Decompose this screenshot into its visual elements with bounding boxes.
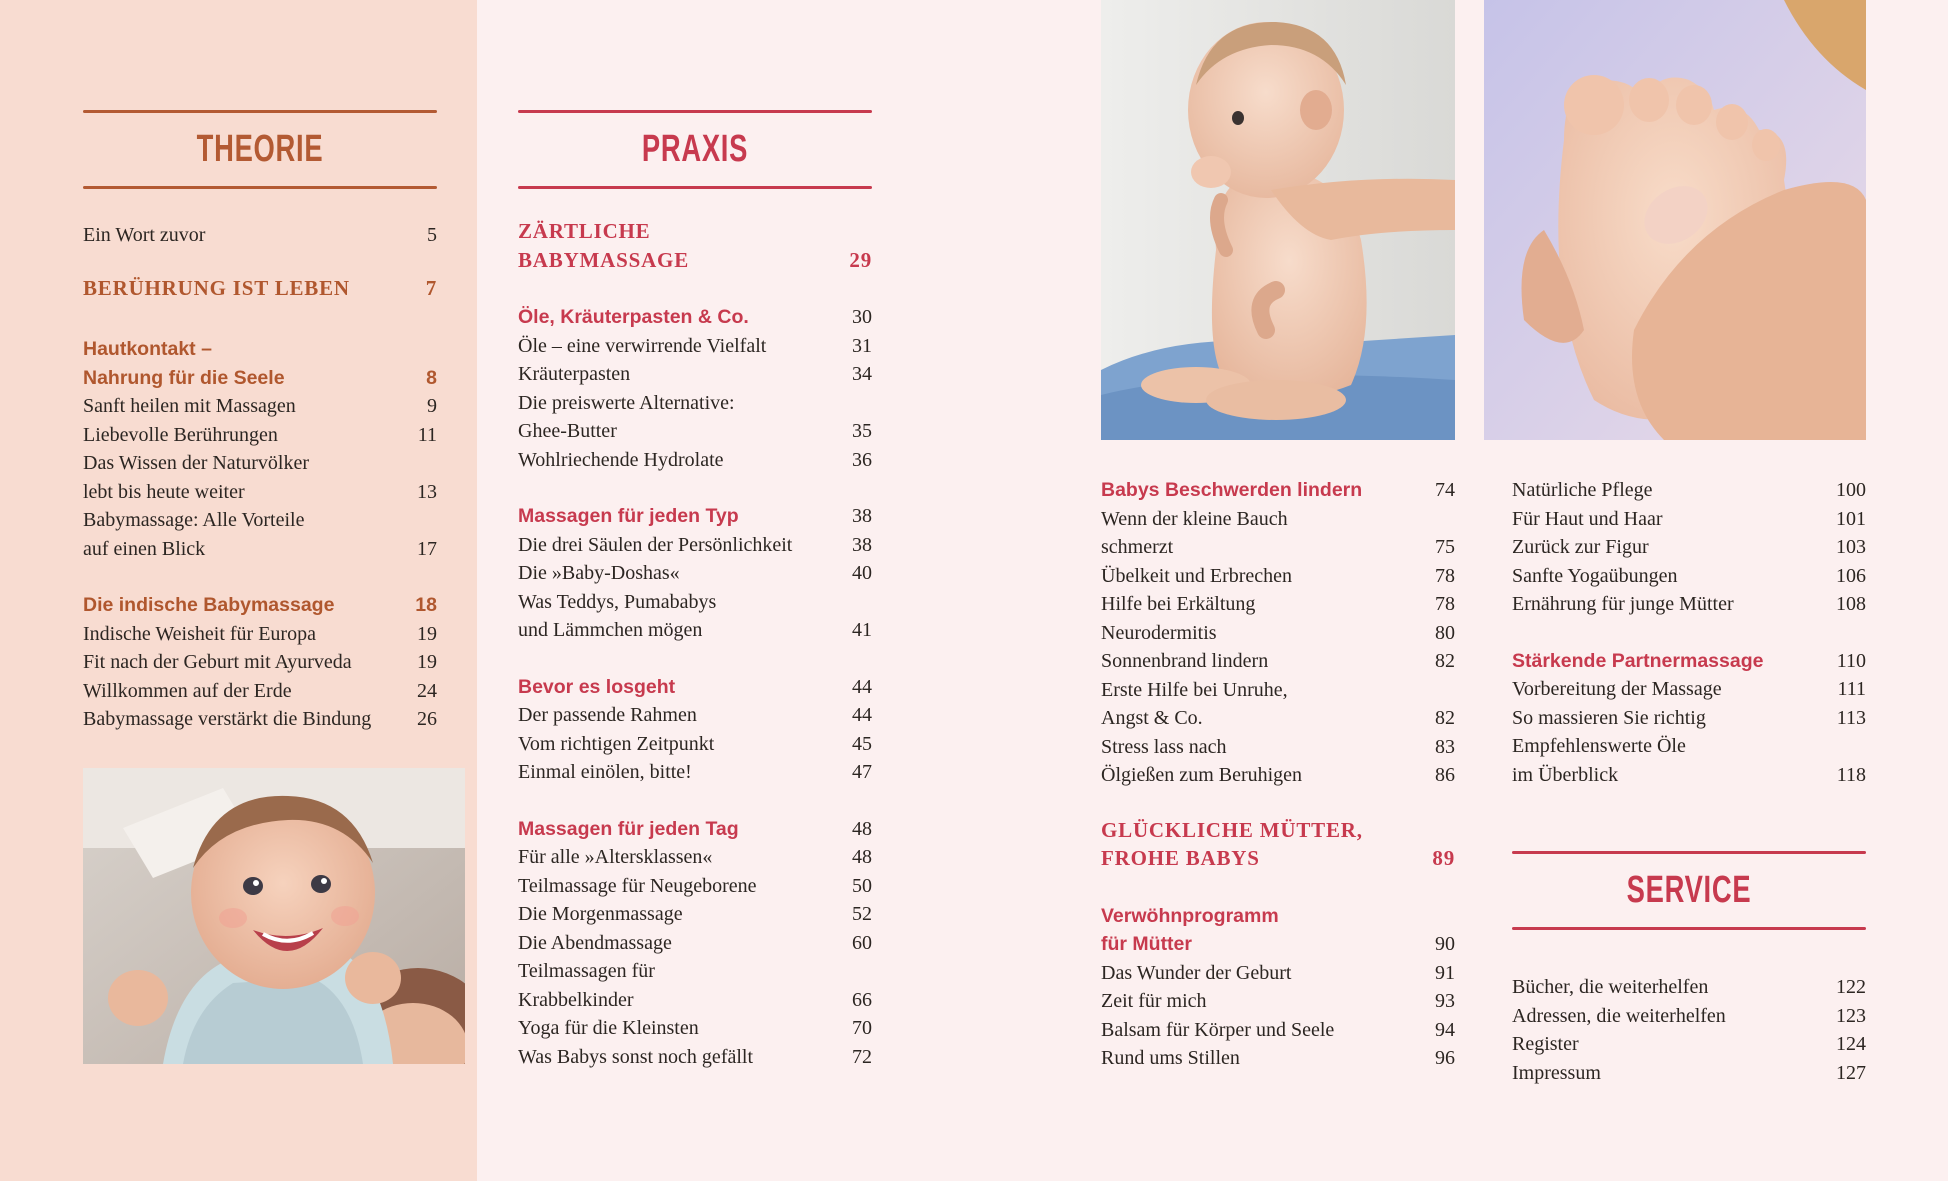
toc-entry: Für alle »Altersklassen« 48 [518,846,872,868]
toc-entry: Balsam für Körper und Seele 94 [1101,1018,1455,1041]
praxis-column [518,110,872,1071]
toc-chapter-entry: ZÄRTLICHE BABYMASSAGE 29 [518,219,872,272]
toc-entry: Adressen, die weiterhelfen 123 [1512,1004,1866,1027]
toc-entry: Ölgießen zum Beruhigen 86 [1101,764,1455,786]
toc-section-entry: Hautkontakt – Nahrung für die Seele 8 [83,338,437,389]
toc-entry: Der passende Rahmen 44 [518,704,872,726]
toc-section-entry: Bevor es losgeht 44 [518,675,872,698]
sitting-baby-illustration [1101,0,1455,440]
theorie-column [83,110,437,734]
toc-entry: Wohlriechende Hydrolate 36 [518,448,872,471]
toc-section-entry: Massagen für jeden Tag 48 [518,817,872,840]
toc-entry: Die preiswerte Alternative: Ghee-Butter 35 [518,391,872,442]
toc-entry: Yoga für die Kleinsten 70 [518,1017,872,1039]
toc-entry: Übelkeit und Erbrechen 78 [1101,564,1455,587]
photo-sitting-baby-massage [1101,0,1455,440]
toc-section-entry: Stärkende Partnermassage 110 [1512,649,1866,672]
toc-entry: Was Babys sonst noch gefällt 72 [518,1045,872,1068]
toc-entry: So massieren Sie richtig 113 [1512,706,1866,729]
toc-entry: Hilfe bei Erkältung 78 [1101,593,1455,615]
toc-entry: Register 124 [1512,1033,1866,1055]
toc-entry: Willkommen auf der Erde 24 [83,679,437,702]
toc-entry: Was Teddys, Pumababys und Lämmchen mögen 41 [518,590,872,641]
section-heading-praxis: PRAXIS [641,128,749,170]
toc-column-3 [1101,476,1455,1073]
toc-entry: Babymassage verstärkt die Bindung 26 [83,708,437,730]
toc-entry: Vorbereitung der Massage 111 [1512,678,1866,700]
toc-entry: Einmal einölen, bitte! 47 [518,761,872,783]
photo-baby-foot-massage [1484,0,1866,440]
toc-entry: Bücher, die weiterhelfen 122 [1512,976,1866,998]
toc-entry: Erste Hilfe bei Unruhe, Angst & Co. 82 [1101,678,1455,729]
toc-entry: Fit nach der Geburt mit Ayurveda 19 [83,651,437,673]
toc-entry: Stress lass nach 83 [1101,735,1455,758]
toc-entry: Ein Wort zuvor 5 [83,224,437,246]
toc-entry: Öle – eine verwirrende Vielfalt 31 [518,334,872,357]
section-heading-theorie: THEORIE [196,128,324,170]
toc-entry: Das Wissen der Naturvölker lebt bis heute weiter 13 [83,452,437,503]
toc-chapter-entry: GLÜCKLICHE MÜTTER, FROHE BABYS 89 [1101,817,1455,870]
toc-entry: Impressum 127 [1512,1061,1866,1084]
toc-section-entry: Verwöhnprogramm für Mütter 90 [1101,904,1455,955]
toc-entry: Liebevolle Berührungen 11 [83,423,437,446]
toc-column-4 [1512,476,1866,1087]
toc-section-entry: Massagen für jeden Typ 38 [518,505,872,527]
toc-entry: Zeit für mich 93 [1101,990,1455,1012]
baby-foot-illustration [1484,0,1866,440]
toc-entry: Sanft heilen mit Massagen 9 [83,395,437,417]
toc-entry: Indische Weisheit für Europa 19 [83,622,437,645]
toc-entry: Wenn der kleine Bauch schmerzt 75 [1101,507,1455,558]
section-heading-service: SERVICE [1626,869,1752,911]
toc-section-entry: Die indische Babymassage 18 [83,594,437,616]
photo-laughing-baby [83,768,465,1064]
laughing-baby-illustration [83,768,465,1064]
toc-entry: Natürliche Pflege 100 [1512,479,1866,501]
toc-entry: Babymassage: Alle Vorteile auf einen Blick 17 [83,509,437,560]
toc-entry: Sanfte Yogaübungen 106 [1512,564,1866,587]
toc-entry: Die »Baby-Doshas« 40 [518,562,872,584]
toc-entry: Die Morgenmassage 52 [518,903,872,925]
toc-entry: Teilmassagen für Krabbelkinder 66 [518,960,872,1011]
toc-entry: Neurodermitis 80 [1101,621,1455,644]
toc-entry: Für Haut und Haar 101 [1512,507,1866,530]
toc-section-entry: Babys Beschwerden lindern 74 [1101,479,1455,501]
toc-entry: Ernährung für junge Mütter 108 [1512,593,1866,615]
toc-entry: Das Wunder der Geburt 91 [1101,961,1455,984]
toc-entry: Die drei Säulen der Persönlichkeit 38 [518,533,872,556]
toc-entry: Sonnenbrand lindern 82 [1101,650,1455,672]
toc-chapter-entry: BERÜHRUNG IST LEBEN 7 [83,275,437,300]
toc-entry: Empfehlenswerte Öle im Überblick 118 [1512,735,1866,786]
toc-entry: Zurück zur Figur 103 [1512,536,1866,558]
toc-entry: Kräuterpasten 34 [518,363,872,385]
toc-entry: Rund ums Stillen 96 [1101,1047,1455,1069]
toc-section-entry: Öle, Kräuterpasten & Co. 30 [518,306,872,328]
toc-entry: Vom richtigen Zeitpunkt 45 [518,732,872,755]
toc-entry: Die Abendmassage 60 [518,931,872,954]
toc-entry: Teilmassage für Neugeborene 50 [518,874,872,897]
